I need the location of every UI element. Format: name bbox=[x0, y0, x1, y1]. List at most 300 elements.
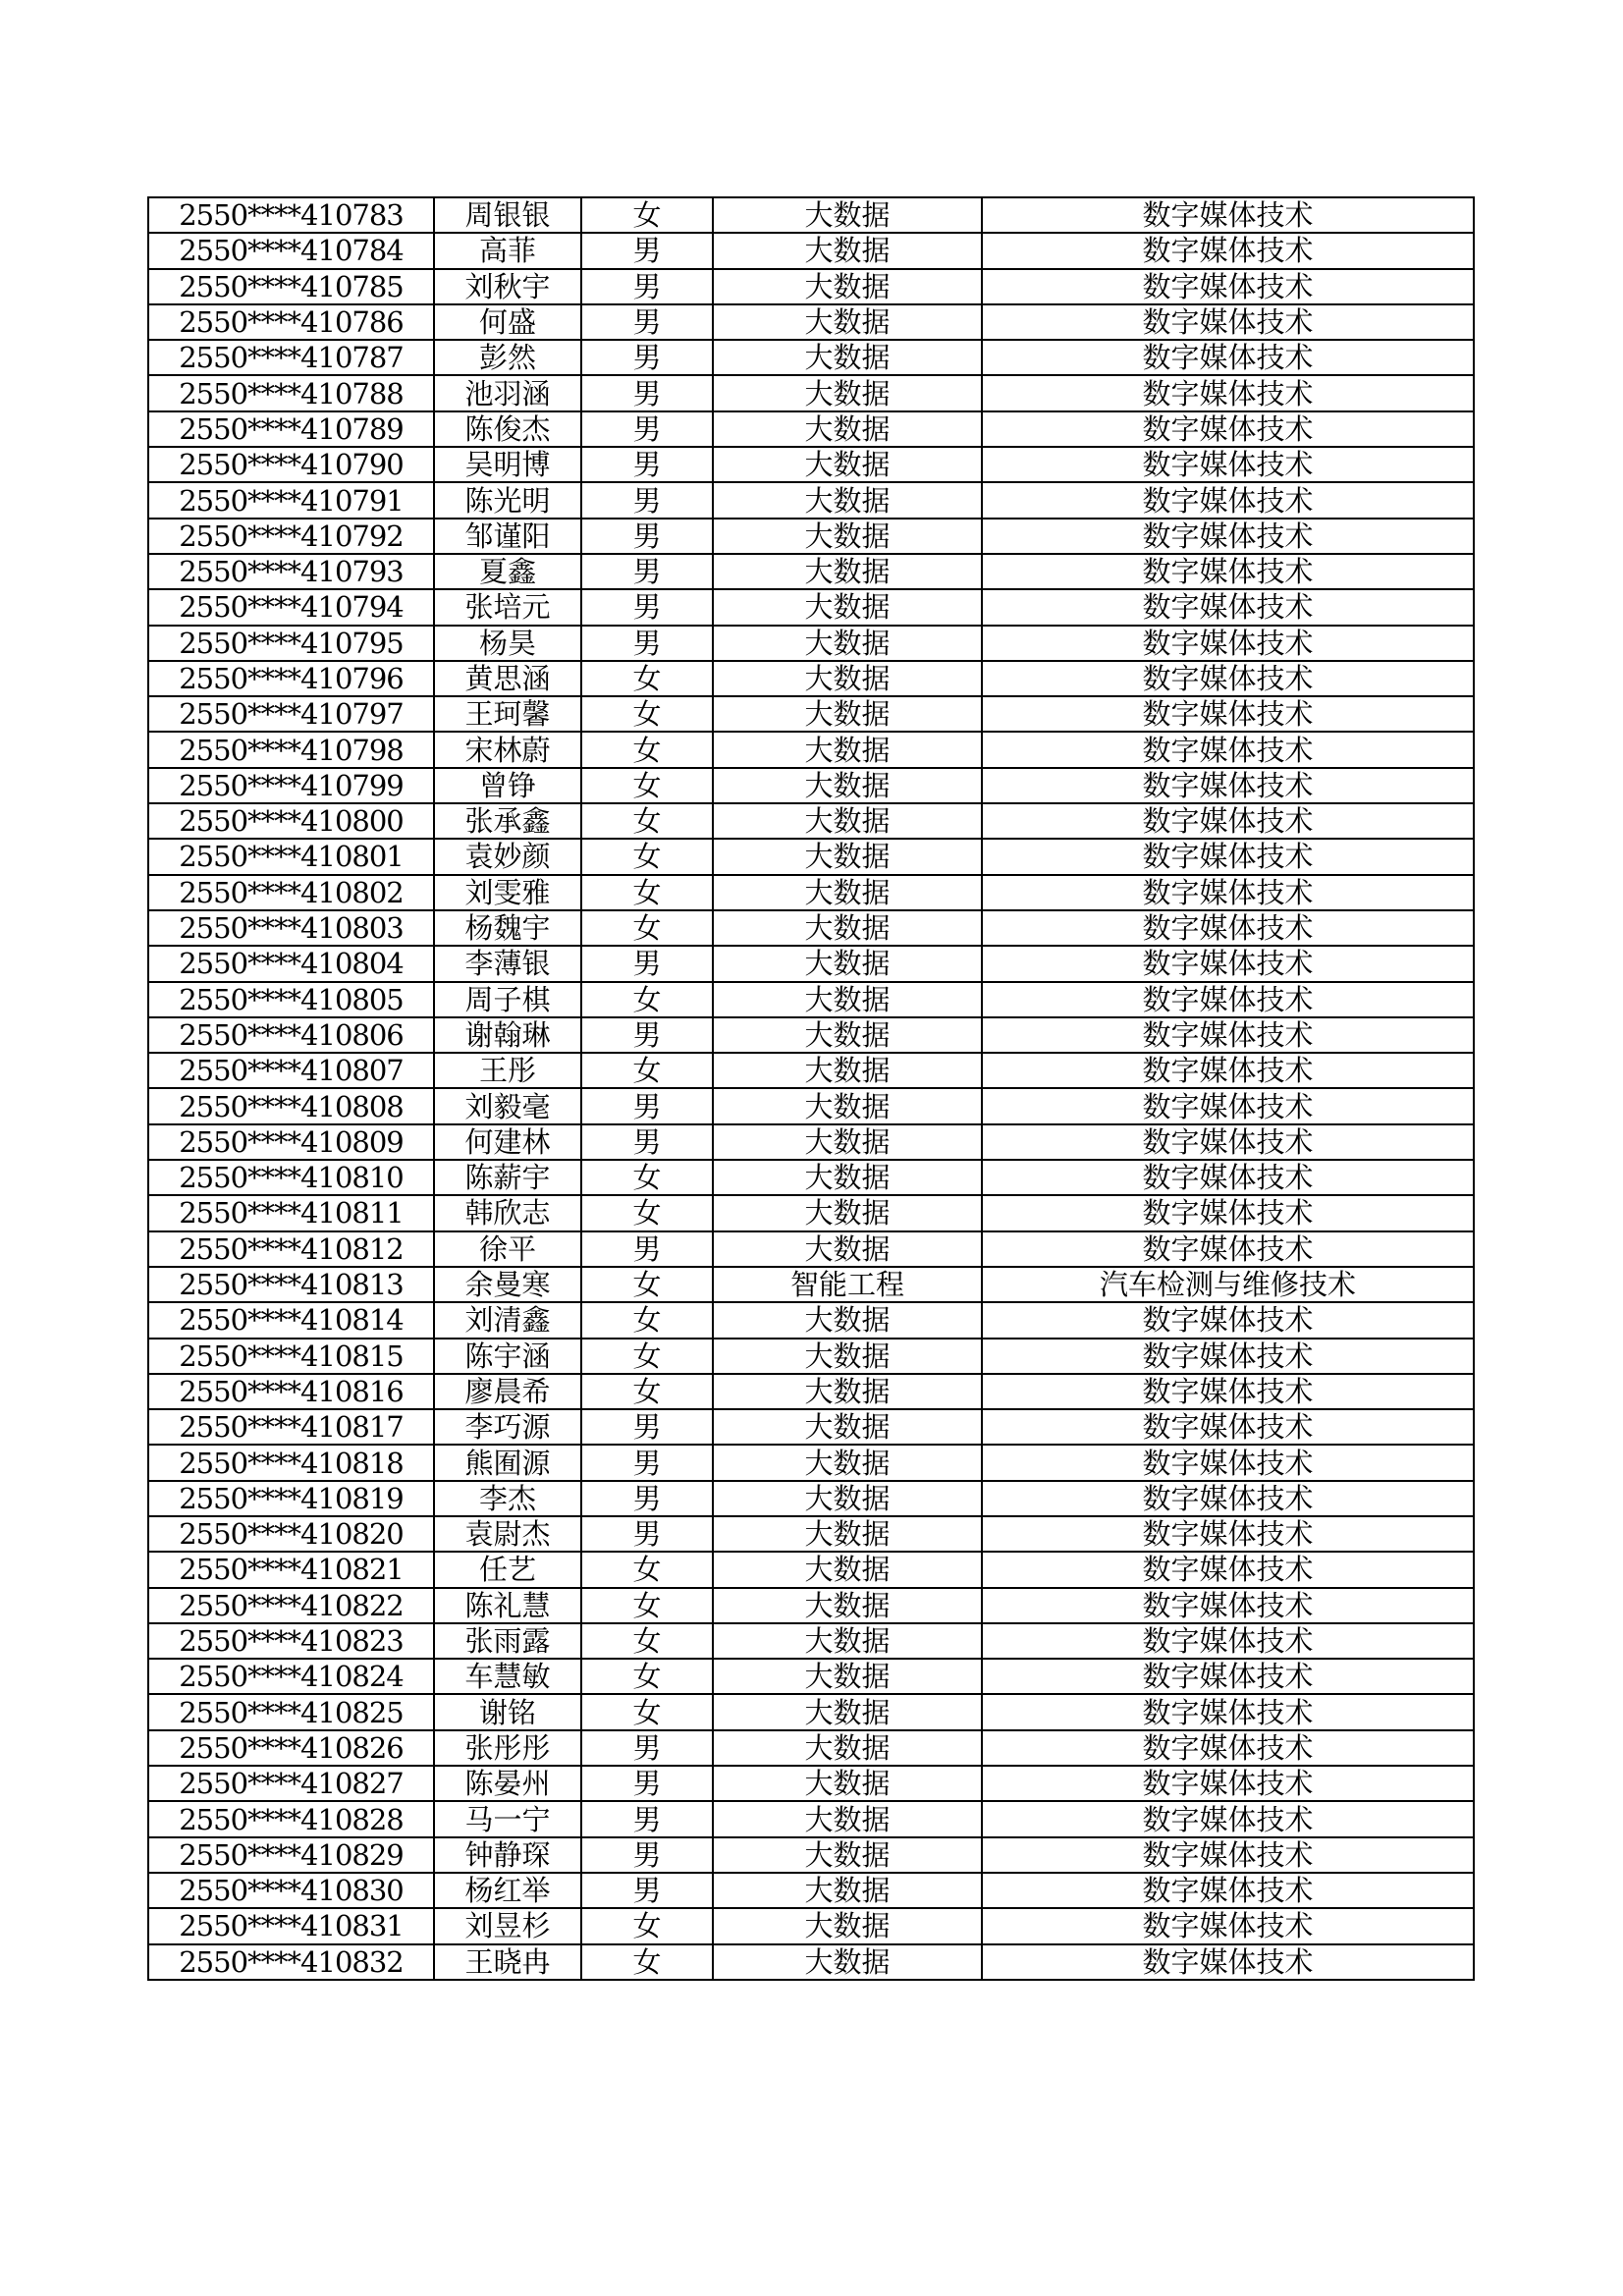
college-cell: 大数据 bbox=[713, 1516, 982, 1552]
table-row bbox=[148, 732, 1474, 767]
gender-cell: 男 bbox=[581, 269, 713, 304]
college-cell: 大数据 bbox=[713, 304, 982, 340]
table-row bbox=[148, 1374, 1474, 1409]
gender-cell: 男 bbox=[581, 626, 713, 661]
name-cell: 刘雯雅 bbox=[434, 875, 581, 910]
college-cell: 大数据 bbox=[713, 1908, 982, 1943]
gender-cell: 男 bbox=[581, 554, 713, 589]
name-cell: 何建林 bbox=[434, 1124, 581, 1160]
table-row bbox=[148, 875, 1474, 910]
college-cell: 大数据 bbox=[713, 447, 982, 482]
gender-cell: 女 bbox=[581, 1339, 713, 1374]
major-cell: 数字媒体技术 bbox=[982, 1516, 1474, 1552]
major-cell: 数字媒体技术 bbox=[982, 447, 1474, 482]
student-id-cell: 2550****410790 bbox=[148, 447, 434, 482]
major-cell: 数字媒体技术 bbox=[982, 1374, 1474, 1409]
college-cell: 大数据 bbox=[713, 340, 982, 375]
college-cell: 大数据 bbox=[713, 1053, 982, 1088]
name-cell: 何盛 bbox=[434, 304, 581, 340]
student-id-cell: 2550****410792 bbox=[148, 519, 434, 554]
name-cell: 韩欣志 bbox=[434, 1195, 581, 1230]
gender-cell: 女 bbox=[581, 1267, 713, 1302]
name-cell: 车慧敏 bbox=[434, 1659, 581, 1694]
student-id-cell: 2550****410824 bbox=[148, 1659, 434, 1694]
name-cell: 周子棋 bbox=[434, 982, 581, 1017]
gender-cell: 男 bbox=[581, 1516, 713, 1552]
name-cell: 王珂馨 bbox=[434, 696, 581, 732]
student-id-cell: 2550****410803 bbox=[148, 910, 434, 946]
college-cell: 大数据 bbox=[713, 1588, 982, 1623]
college-cell: 大数据 bbox=[713, 1017, 982, 1053]
college-cell: 大数据 bbox=[713, 875, 982, 910]
table-row bbox=[148, 946, 1474, 981]
major-cell: 数字媒体技术 bbox=[982, 696, 1474, 732]
table-row bbox=[148, 482, 1474, 518]
gender-cell: 男 bbox=[581, 1231, 713, 1267]
major-cell: 数字媒体技术 bbox=[982, 946, 1474, 981]
student-id-cell: 2550****410797 bbox=[148, 696, 434, 732]
major-cell: 数字媒体技术 bbox=[982, 839, 1474, 874]
student-id-cell: 2550****410807 bbox=[148, 1053, 434, 1088]
major-cell: 数字媒体技术 bbox=[982, 340, 1474, 375]
name-cell: 陈宇涵 bbox=[434, 1339, 581, 1374]
college-cell: 大数据 bbox=[713, 1088, 982, 1123]
student-id-cell: 2550****410793 bbox=[148, 554, 434, 589]
name-cell: 池羽涵 bbox=[434, 375, 581, 410]
college-cell: 大数据 bbox=[713, 233, 982, 268]
major-cell: 数字媒体技术 bbox=[982, 875, 1474, 910]
student-roster-table bbox=[147, 196, 1475, 1981]
student-id-cell: 2550****410826 bbox=[148, 1730, 434, 1766]
student-id-cell: 2550****410819 bbox=[148, 1481, 434, 1516]
student-id-cell: 2550****410799 bbox=[148, 768, 434, 803]
college-cell: 大数据 bbox=[713, 1339, 982, 1374]
college-cell: 大数据 bbox=[713, 1231, 982, 1267]
gender-cell: 女 bbox=[581, 661, 713, 696]
table-row bbox=[148, 1837, 1474, 1873]
college-cell: 大数据 bbox=[713, 1694, 982, 1729]
name-cell: 刘秋宇 bbox=[434, 269, 581, 304]
student-id-cell: 2550****410829 bbox=[148, 1837, 434, 1873]
student-id-cell: 2550****410812 bbox=[148, 1231, 434, 1267]
college-cell: 大数据 bbox=[713, 375, 982, 410]
college-cell: 大数据 bbox=[713, 1195, 982, 1230]
gender-cell: 男 bbox=[581, 1730, 713, 1766]
student-id-cell: 2550****410827 bbox=[148, 1766, 434, 1801]
major-cell: 数字媒体技术 bbox=[982, 375, 1474, 410]
gender-cell: 男 bbox=[581, 1445, 713, 1480]
gender-cell: 男 bbox=[581, 447, 713, 482]
college-cell: 大数据 bbox=[713, 1801, 982, 1836]
college-cell: 大数据 bbox=[713, 482, 982, 518]
table-row bbox=[148, 411, 1474, 447]
name-cell: 谢铭 bbox=[434, 1694, 581, 1729]
table-row bbox=[148, 1516, 1474, 1552]
gender-cell: 女 bbox=[581, 910, 713, 946]
table-row bbox=[148, 1730, 1474, 1766]
name-cell: 陈光明 bbox=[434, 482, 581, 518]
college-cell: 大数据 bbox=[713, 1873, 982, 1908]
gender-cell: 男 bbox=[581, 1088, 713, 1123]
table-row bbox=[148, 1053, 1474, 1088]
name-cell: 陈礼慧 bbox=[434, 1588, 581, 1623]
student-id-cell: 2550****410802 bbox=[148, 875, 434, 910]
table-row bbox=[148, 1231, 1474, 1267]
name-cell: 熊囿源 bbox=[434, 1445, 581, 1480]
student-id-cell: 2550****410814 bbox=[148, 1302, 434, 1338]
student-id-cell: 2550****410788 bbox=[148, 375, 434, 410]
major-cell: 数字媒体技术 bbox=[982, 626, 1474, 661]
table-row bbox=[148, 1409, 1474, 1445]
table-row bbox=[148, 839, 1474, 874]
college-cell: 大数据 bbox=[713, 626, 982, 661]
major-cell: 数字媒体技术 bbox=[982, 1160, 1474, 1195]
gender-cell: 女 bbox=[581, 1053, 713, 1088]
major-cell: 数字媒体技术 bbox=[982, 233, 1474, 268]
name-cell: 袁妙颜 bbox=[434, 839, 581, 874]
college-cell: 智能工程 bbox=[713, 1267, 982, 1302]
student-id-cell: 2550****410787 bbox=[148, 340, 434, 375]
gender-cell: 男 bbox=[581, 482, 713, 518]
college-cell: 大数据 bbox=[713, 732, 982, 767]
college-cell: 大数据 bbox=[713, 589, 982, 625]
name-cell: 杨红举 bbox=[434, 1873, 581, 1908]
gender-cell: 男 bbox=[581, 519, 713, 554]
college-cell: 大数据 bbox=[713, 661, 982, 696]
college-cell: 大数据 bbox=[713, 1837, 982, 1873]
student-id-cell: 2550****410813 bbox=[148, 1267, 434, 1302]
table-row bbox=[148, 1445, 1474, 1480]
table-row bbox=[148, 1481, 1474, 1516]
table-row bbox=[148, 340, 1474, 375]
major-cell: 数字媒体技术 bbox=[982, 1195, 1474, 1230]
gender-cell: 女 bbox=[581, 197, 713, 233]
student-id-cell: 2550****410785 bbox=[148, 269, 434, 304]
name-cell: 张雨露 bbox=[434, 1623, 581, 1659]
major-cell: 数字媒体技术 bbox=[982, 1445, 1474, 1480]
student-id-cell: 2550****410796 bbox=[148, 661, 434, 696]
major-cell: 数字媒体技术 bbox=[982, 1908, 1474, 1943]
gender-cell: 男 bbox=[581, 1873, 713, 1908]
name-cell: 徐平 bbox=[434, 1231, 581, 1267]
major-cell: 数字媒体技术 bbox=[982, 554, 1474, 589]
college-cell: 大数据 bbox=[713, 1944, 982, 1980]
table-row bbox=[148, 1588, 1474, 1623]
major-cell: 数字媒体技术 bbox=[982, 1801, 1474, 1836]
college-cell: 大数据 bbox=[713, 1160, 982, 1195]
major-cell: 数字媒体技术 bbox=[982, 1053, 1474, 1088]
college-cell: 大数据 bbox=[713, 803, 982, 839]
student-id-cell: 2550****410830 bbox=[148, 1873, 434, 1908]
major-cell: 数字媒体技术 bbox=[982, 1944, 1474, 1980]
name-cell: 吴明博 bbox=[434, 447, 581, 482]
gender-cell: 女 bbox=[581, 1694, 713, 1729]
gender-cell: 女 bbox=[581, 1623, 713, 1659]
table-row bbox=[148, 1302, 1474, 1338]
college-cell: 大数据 bbox=[713, 1730, 982, 1766]
table-row bbox=[148, 1017, 1474, 1053]
name-cell: 彭然 bbox=[434, 340, 581, 375]
college-cell: 大数据 bbox=[713, 982, 982, 1017]
gender-cell: 男 bbox=[581, 233, 713, 268]
college-cell: 大数据 bbox=[713, 411, 982, 447]
major-cell: 数字媒体技术 bbox=[982, 803, 1474, 839]
table-row bbox=[148, 696, 1474, 732]
student-id-cell: 2550****410825 bbox=[148, 1694, 434, 1729]
table-row bbox=[148, 1766, 1474, 1801]
table-row bbox=[148, 269, 1474, 304]
student-id-cell: 2550****410798 bbox=[148, 732, 434, 767]
table-row bbox=[148, 1195, 1474, 1230]
name-cell: 刘毅毫 bbox=[434, 1088, 581, 1123]
gender-cell: 男 bbox=[581, 1409, 713, 1445]
gender-cell: 女 bbox=[581, 982, 713, 1017]
name-cell: 杨昊 bbox=[434, 626, 581, 661]
major-cell: 数字媒体技术 bbox=[982, 768, 1474, 803]
table-row bbox=[148, 233, 1474, 268]
major-cell: 数字媒体技术 bbox=[982, 982, 1474, 1017]
major-cell: 数字媒体技术 bbox=[982, 1694, 1474, 1729]
student-id-cell: 2550****410786 bbox=[148, 304, 434, 340]
college-cell: 大数据 bbox=[713, 839, 982, 874]
table-row bbox=[148, 447, 1474, 482]
table-row bbox=[148, 626, 1474, 661]
major-cell: 数字媒体技术 bbox=[982, 732, 1474, 767]
gender-cell: 男 bbox=[581, 375, 713, 410]
student-id-cell: 2550****410806 bbox=[148, 1017, 434, 1053]
college-cell: 大数据 bbox=[713, 946, 982, 981]
name-cell: 周银银 bbox=[434, 197, 581, 233]
name-cell: 高菲 bbox=[434, 233, 581, 268]
name-cell: 余曼寒 bbox=[434, 1267, 581, 1302]
gender-cell: 男 bbox=[581, 411, 713, 447]
student-id-cell: 2550****410804 bbox=[148, 946, 434, 981]
name-cell: 谢翰琳 bbox=[434, 1017, 581, 1053]
table-row bbox=[148, 1944, 1474, 1980]
student-id-cell: 2550****410822 bbox=[148, 1588, 434, 1623]
major-cell: 数字媒体技术 bbox=[982, 1552, 1474, 1587]
student-id-cell: 2550****410795 bbox=[148, 626, 434, 661]
table-row bbox=[148, 1801, 1474, 1836]
table-row bbox=[148, 589, 1474, 625]
gender-cell: 女 bbox=[581, 1588, 713, 1623]
gender-cell: 女 bbox=[581, 1908, 713, 1943]
college-cell: 大数据 bbox=[713, 1124, 982, 1160]
gender-cell: 男 bbox=[581, 1017, 713, 1053]
table-row bbox=[148, 803, 1474, 839]
gender-cell: 女 bbox=[581, 803, 713, 839]
student-id-cell: 2550****410815 bbox=[148, 1339, 434, 1374]
table-row bbox=[148, 661, 1474, 696]
college-cell: 大数据 bbox=[713, 269, 982, 304]
student-id-cell: 2550****410808 bbox=[148, 1088, 434, 1123]
table-row bbox=[148, 1908, 1474, 1943]
name-cell: 曾铮 bbox=[434, 768, 581, 803]
gender-cell: 男 bbox=[581, 1124, 713, 1160]
table-row bbox=[148, 1694, 1474, 1729]
college-cell: 大数据 bbox=[713, 1374, 982, 1409]
student-id-cell: 2550****410816 bbox=[148, 1374, 434, 1409]
name-cell: 廖晨希 bbox=[434, 1374, 581, 1409]
student-id-cell: 2550****410800 bbox=[148, 803, 434, 839]
name-cell: 张承鑫 bbox=[434, 803, 581, 839]
name-cell: 钟静琛 bbox=[434, 1837, 581, 1873]
major-cell: 数字媒体技术 bbox=[982, 1409, 1474, 1445]
name-cell: 陈晏州 bbox=[434, 1766, 581, 1801]
gender-cell: 女 bbox=[581, 1195, 713, 1230]
major-cell: 数字媒体技术 bbox=[982, 1231, 1474, 1267]
major-cell: 数字媒体技术 bbox=[982, 482, 1474, 518]
student-id-cell: 2550****410801 bbox=[148, 839, 434, 874]
major-cell: 数字媒体技术 bbox=[982, 1659, 1474, 1694]
table-row bbox=[148, 768, 1474, 803]
student-id-cell: 2550****410817 bbox=[148, 1409, 434, 1445]
major-cell: 数字媒体技术 bbox=[982, 661, 1474, 696]
name-cell: 刘昱杉 bbox=[434, 1908, 581, 1943]
gender-cell: 女 bbox=[581, 732, 713, 767]
table-row bbox=[148, 1124, 1474, 1160]
major-cell: 数字媒体技术 bbox=[982, 269, 1474, 304]
table-row bbox=[148, 1160, 1474, 1195]
major-cell: 数字媒体技术 bbox=[982, 1124, 1474, 1160]
name-cell: 张彤彤 bbox=[434, 1730, 581, 1766]
major-cell: 数字媒体技术 bbox=[982, 1588, 1474, 1623]
table-row bbox=[148, 1552, 1474, 1587]
table-row bbox=[148, 375, 1474, 410]
student-id-cell: 2550****410810 bbox=[148, 1160, 434, 1195]
name-cell: 邹谨阳 bbox=[434, 519, 581, 554]
student-id-cell: 2550****410783 bbox=[148, 197, 434, 233]
name-cell: 王彤 bbox=[434, 1053, 581, 1088]
name-cell: 任艺 bbox=[434, 1552, 581, 1587]
major-cell: 数字媒体技术 bbox=[982, 1481, 1474, 1516]
gender-cell: 女 bbox=[581, 1659, 713, 1694]
major-cell: 数字媒体技术 bbox=[982, 1017, 1474, 1053]
major-cell: 数字媒体技术 bbox=[982, 910, 1474, 946]
student-id-cell: 2550****410794 bbox=[148, 589, 434, 625]
gender-cell: 女 bbox=[581, 875, 713, 910]
college-cell: 大数据 bbox=[713, 910, 982, 946]
college-cell: 大数据 bbox=[713, 1766, 982, 1801]
college-cell: 大数据 bbox=[713, 768, 982, 803]
gender-cell: 女 bbox=[581, 1944, 713, 1980]
table-row bbox=[148, 197, 1474, 233]
name-cell: 王晓冉 bbox=[434, 1944, 581, 1980]
gender-cell: 男 bbox=[581, 1481, 713, 1516]
major-cell: 数字媒体技术 bbox=[982, 1088, 1474, 1123]
gender-cell: 男 bbox=[581, 946, 713, 981]
table-row bbox=[148, 519, 1474, 554]
student-id-cell: 2550****410805 bbox=[148, 982, 434, 1017]
student-id-cell: 2550****410820 bbox=[148, 1516, 434, 1552]
table-row bbox=[148, 554, 1474, 589]
student-id-cell: 2550****410831 bbox=[148, 1908, 434, 1943]
gender-cell: 女 bbox=[581, 1552, 713, 1587]
roster-body bbox=[148, 197, 1474, 1980]
gender-cell: 男 bbox=[581, 304, 713, 340]
name-cell: 宋林蔚 bbox=[434, 732, 581, 767]
name-cell: 刘清鑫 bbox=[434, 1302, 581, 1338]
student-id-cell: 2550****410828 bbox=[148, 1801, 434, 1836]
major-cell: 数字媒体技术 bbox=[982, 1766, 1474, 1801]
major-cell: 数字媒体技术 bbox=[982, 1730, 1474, 1766]
name-cell: 陈薪宇 bbox=[434, 1160, 581, 1195]
gender-cell: 女 bbox=[581, 1160, 713, 1195]
gender-cell: 女 bbox=[581, 696, 713, 732]
table-row bbox=[148, 910, 1474, 946]
major-cell: 数字媒体技术 bbox=[982, 1873, 1474, 1908]
major-cell: 数字媒体技术 bbox=[982, 1837, 1474, 1873]
name-cell: 黄思涵 bbox=[434, 661, 581, 696]
college-cell: 大数据 bbox=[713, 1445, 982, 1480]
gender-cell: 女 bbox=[581, 1374, 713, 1409]
name-cell: 李巧源 bbox=[434, 1409, 581, 1445]
college-cell: 大数据 bbox=[713, 1623, 982, 1659]
gender-cell: 男 bbox=[581, 589, 713, 625]
table-row bbox=[148, 1088, 1474, 1123]
college-cell: 大数据 bbox=[713, 519, 982, 554]
name-cell: 马一宁 bbox=[434, 1801, 581, 1836]
student-id-cell: 2550****410811 bbox=[148, 1195, 434, 1230]
major-cell: 数字媒体技术 bbox=[982, 1339, 1474, 1374]
name-cell: 夏鑫 bbox=[434, 554, 581, 589]
major-cell: 数字媒体技术 bbox=[982, 197, 1474, 233]
major-cell: 汽车检测与维修技术 bbox=[982, 1267, 1474, 1302]
name-cell: 袁尉杰 bbox=[434, 1516, 581, 1552]
student-id-cell: 2550****410784 bbox=[148, 233, 434, 268]
table-row bbox=[148, 1873, 1474, 1908]
student-id-cell: 2550****410791 bbox=[148, 482, 434, 518]
college-cell: 大数据 bbox=[713, 554, 982, 589]
table-row bbox=[148, 1659, 1474, 1694]
college-cell: 大数据 bbox=[713, 1481, 982, 1516]
table-row bbox=[148, 304, 1474, 340]
student-id-cell: 2550****410809 bbox=[148, 1124, 434, 1160]
table-row bbox=[148, 1623, 1474, 1659]
name-cell: 李杰 bbox=[434, 1481, 581, 1516]
major-cell: 数字媒体技术 bbox=[982, 589, 1474, 625]
college-cell: 大数据 bbox=[713, 197, 982, 233]
table-row bbox=[148, 1267, 1474, 1302]
gender-cell: 男 bbox=[581, 340, 713, 375]
college-cell: 大数据 bbox=[713, 1659, 982, 1694]
student-id-cell: 2550****410823 bbox=[148, 1623, 434, 1659]
gender-cell: 女 bbox=[581, 1302, 713, 1338]
major-cell: 数字媒体技术 bbox=[982, 1302, 1474, 1338]
college-cell: 大数据 bbox=[713, 1552, 982, 1587]
gender-cell: 男 bbox=[581, 1837, 713, 1873]
name-cell: 杨魏宇 bbox=[434, 910, 581, 946]
student-id-cell: 2550****410818 bbox=[148, 1445, 434, 1480]
major-cell: 数字媒体技术 bbox=[982, 304, 1474, 340]
table-row bbox=[148, 1339, 1474, 1374]
college-cell: 大数据 bbox=[713, 696, 982, 732]
table-row bbox=[148, 982, 1474, 1017]
name-cell: 张培元 bbox=[434, 589, 581, 625]
student-id-cell: 2550****410789 bbox=[148, 411, 434, 447]
college-cell: 大数据 bbox=[713, 1302, 982, 1338]
gender-cell: 女 bbox=[581, 768, 713, 803]
gender-cell: 男 bbox=[581, 1801, 713, 1836]
major-cell: 数字媒体技术 bbox=[982, 411, 1474, 447]
name-cell: 陈俊杰 bbox=[434, 411, 581, 447]
major-cell: 数字媒体技术 bbox=[982, 519, 1474, 554]
gender-cell: 男 bbox=[581, 1766, 713, 1801]
college-cell: 大数据 bbox=[713, 1409, 982, 1445]
major-cell: 数字媒体技术 bbox=[982, 1623, 1474, 1659]
student-id-cell: 2550****410832 bbox=[148, 1944, 434, 1980]
student-id-cell: 2550****410821 bbox=[148, 1552, 434, 1587]
